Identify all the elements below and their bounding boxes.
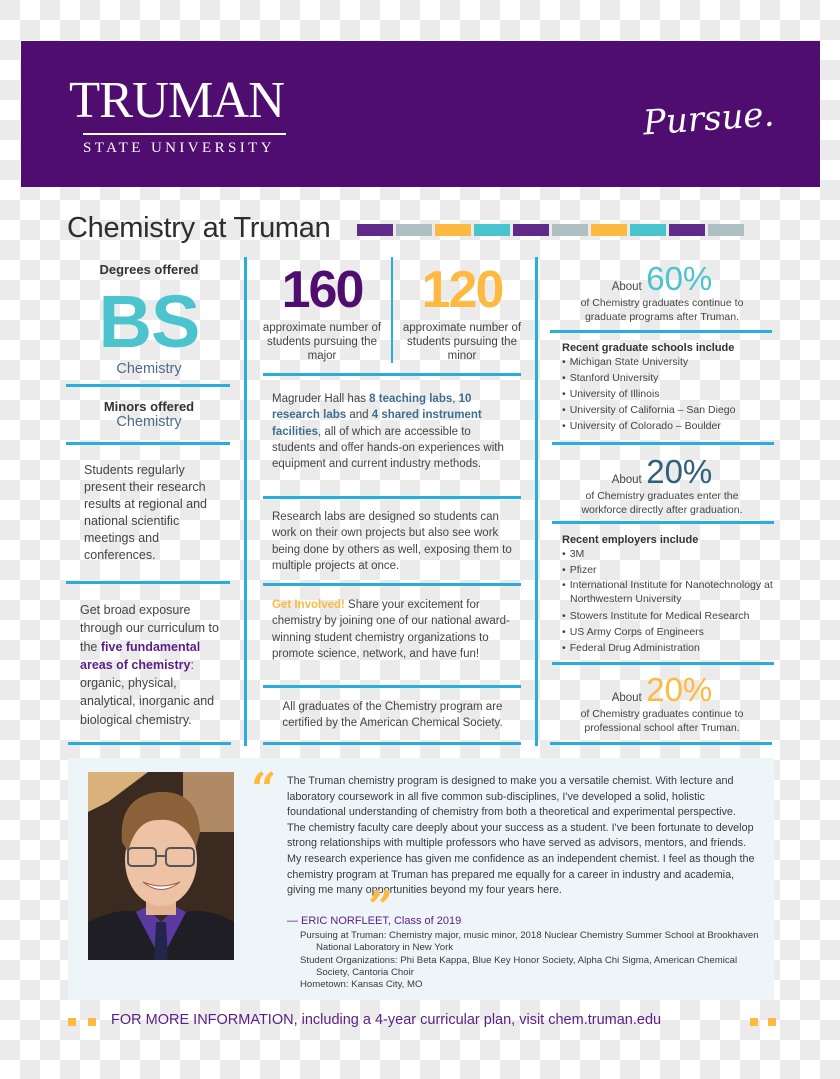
divider xyxy=(550,742,772,745)
facilities-text xyxy=(272,391,512,472)
testimonial-quote: The Truman chemistry program is designed to make you a versatile chemist. With lecture and laboratory coursework in all five common sub-disciplines, I've developed a solid, holistic foundational understanding of chemistry from both a theoretical and experimental perspective. The chemistry faculty care deeply about your success as a student. I've been fortunate to develop strong relationships with multiple professors who have served as advisors, mentors, and friends. My research experience has given me confidence as an independent chemist. I feel as though the chemistry program at Truman has prepared me equally for a career in industry and academia, giving me many opportunities beyond my four years here. xyxy=(287,775,755,897)
grad-percent: 60% xyxy=(646,260,713,297)
grad-schools-heading: Recent graduate schools include xyxy=(562,342,735,354)
footer-square-icon xyxy=(750,1018,758,1026)
professional-percent: 20% xyxy=(646,671,713,708)
minor-count: 120 xyxy=(421,261,503,319)
divider xyxy=(263,685,521,688)
divider xyxy=(66,442,230,445)
research-labs-highlight: 10 research labs xyxy=(272,393,472,422)
logo-rule xyxy=(83,133,286,135)
workforce-percent: 20% xyxy=(646,453,713,490)
facilities-text-part: , xyxy=(452,393,459,405)
facilities-text-part: , all of which are accessible to students and offer hands-on experiences with equipment and current industry methods. xyxy=(272,425,504,471)
grad-schools-block xyxy=(562,342,774,434)
testimonial-author: — ERIC NORFLEET, Class of 2019 xyxy=(287,915,462,927)
teaching-labs-highlight: 8 teaching labs xyxy=(369,393,453,405)
stripe xyxy=(396,224,432,236)
about-label: About xyxy=(611,474,642,486)
instrument-facilities-highlight: 4 shared instrument facilities xyxy=(272,409,482,438)
stat-headline xyxy=(552,673,772,706)
degrees-label: Degrees offered xyxy=(99,262,199,277)
footer xyxy=(68,1012,774,1032)
stripe xyxy=(435,224,471,236)
divider xyxy=(66,384,230,387)
divider xyxy=(263,742,521,745)
get-involved-body: Share your excitement for chemistry by joining one of our national award-winning student chemistry organizations to promote science, network, and have fun! xyxy=(272,599,510,660)
column-divider xyxy=(244,257,247,746)
list-item: • University of Illinois xyxy=(562,386,774,402)
grad-schools-list xyxy=(562,354,774,434)
minors-block xyxy=(65,399,233,430)
major-count-label: approximate number of students pursuing the major xyxy=(262,322,382,362)
author-organizations: Student Organizations: Phi Beta Kappa, Blue Key Honor Society, Alpha Chi Sigma, American Chemical Society, Cantoria Choir xyxy=(300,954,738,978)
stripe xyxy=(513,224,549,236)
stripe xyxy=(357,224,393,236)
stat-headline xyxy=(552,455,772,488)
minors-label: Minors offered xyxy=(103,399,195,414)
professional-percent-text: of Chemistry graduates continue to professional school after Truman. xyxy=(580,708,744,734)
about-label: About xyxy=(611,692,642,704)
list-item: • Stowers Institute for Medical Research xyxy=(562,608,776,624)
stripe xyxy=(552,224,588,236)
minor-subject: Chemistry xyxy=(116,414,182,430)
list-item: • International Institute for Nanotechnology at Northwestern University xyxy=(562,579,776,606)
degrees-block xyxy=(65,262,233,377)
get-involved-highlight: Get Involved! xyxy=(272,599,345,611)
degree-subject: Chemistry xyxy=(116,361,182,377)
divider xyxy=(552,662,774,665)
workforce-percent-text: of Chemistry graduates enter the workforce directly after graduation. xyxy=(581,490,743,516)
stripe xyxy=(669,224,705,236)
facilities-text-part: and xyxy=(346,409,372,422)
tagline: Pursue. xyxy=(641,94,776,144)
employers-heading: Recent employers include xyxy=(562,534,699,546)
research-presentation-text: Students regularly present their research results at regional and national scientific meetings and conferences. xyxy=(84,463,207,562)
stat-headline xyxy=(552,262,772,295)
stripe xyxy=(708,224,744,236)
list-item: • Federal Drug Administration xyxy=(562,640,776,656)
stat-major xyxy=(262,261,382,363)
divider xyxy=(66,581,230,584)
divider xyxy=(68,742,231,745)
stats-divider xyxy=(391,257,393,363)
research-labs-text: Research labs are designed so students can work on their own projects but also see work being done by others as well, exposing them to multiple projects at once. xyxy=(272,511,512,572)
employers-list xyxy=(562,546,776,656)
divider xyxy=(263,583,521,586)
footer-square-icon xyxy=(68,1018,76,1026)
student-photo xyxy=(88,772,234,960)
author-hometown: Hometown: Kansas City, MO xyxy=(300,979,423,991)
list-item: • Pfizer xyxy=(562,562,776,578)
list-item: • US Army Corps of Engineers xyxy=(562,624,776,640)
list-item: • University of Colorado – Boulder xyxy=(562,418,774,434)
testimonial-box xyxy=(68,758,774,1000)
more-info-link[interactable]: FOR MORE INFORMATION, including a 4-year curricular plan, visit chem.truman.edu xyxy=(111,1012,662,1028)
get-involved-text xyxy=(272,597,517,662)
stat-grad-programs xyxy=(552,262,772,324)
column-divider xyxy=(535,257,538,746)
stat-professional xyxy=(552,673,772,735)
employers-block xyxy=(562,534,776,656)
certification-text: All graduates of the Chemistry program are certified by the American Chemical Society. xyxy=(282,701,503,729)
curriculum-highlight: five fundamental areas of chemistry xyxy=(80,639,201,672)
footer-square-icon xyxy=(88,1018,96,1026)
open-quote-icon: “ xyxy=(251,764,277,815)
page-title: Chemistry at Truman xyxy=(67,212,331,244)
divider xyxy=(552,521,774,524)
author-pursuing: Pursuing at Truman: Chemistry major, music minor, 2018 Nuclear Chemistry Summer School at Brookhaven National Laboratory in New York xyxy=(300,930,759,954)
testimonial-details xyxy=(300,930,760,991)
facilities-text-part: Magruder Hall has xyxy=(272,393,370,405)
stat-minor xyxy=(400,261,524,363)
degree-name: BS xyxy=(98,280,200,363)
footer-square-icon xyxy=(768,1018,776,1026)
grad-percent-text: of Chemistry graduates continue to graduate programs after Truman. xyxy=(580,297,744,323)
student-portrait-icon xyxy=(88,772,234,960)
divider xyxy=(550,330,772,333)
major-count: 160 xyxy=(281,261,363,319)
about-label: About xyxy=(611,281,642,293)
minor-count-label: approximate number of students pursuing the minor xyxy=(402,322,522,362)
stripe xyxy=(630,224,666,236)
list-item: • University of California – San Diego xyxy=(562,402,774,418)
header-banner xyxy=(21,41,820,187)
curriculum-text xyxy=(80,601,230,729)
stat-workforce xyxy=(552,455,772,517)
divider xyxy=(263,496,521,499)
list-item: • 3M xyxy=(562,546,776,562)
university-logo-subtitle: STATE UNIVERSITY xyxy=(83,140,275,156)
color-stripes xyxy=(357,224,744,236)
divider xyxy=(263,373,521,376)
stripe xyxy=(474,224,510,236)
close-quote-icon: ” xyxy=(368,882,394,933)
list-item: • Stanford University xyxy=(562,370,774,386)
curriculum-suffix: : organic, physical, analytical, inorganic and biological chemistry. xyxy=(80,657,215,727)
list-item: • Michigan State University xyxy=(562,354,774,370)
divider xyxy=(552,442,774,445)
curriculum-prefix: Get broad exposure through our curriculum to the xyxy=(80,603,219,654)
stripe xyxy=(591,224,627,236)
university-logo: TRUMAN xyxy=(69,72,284,129)
